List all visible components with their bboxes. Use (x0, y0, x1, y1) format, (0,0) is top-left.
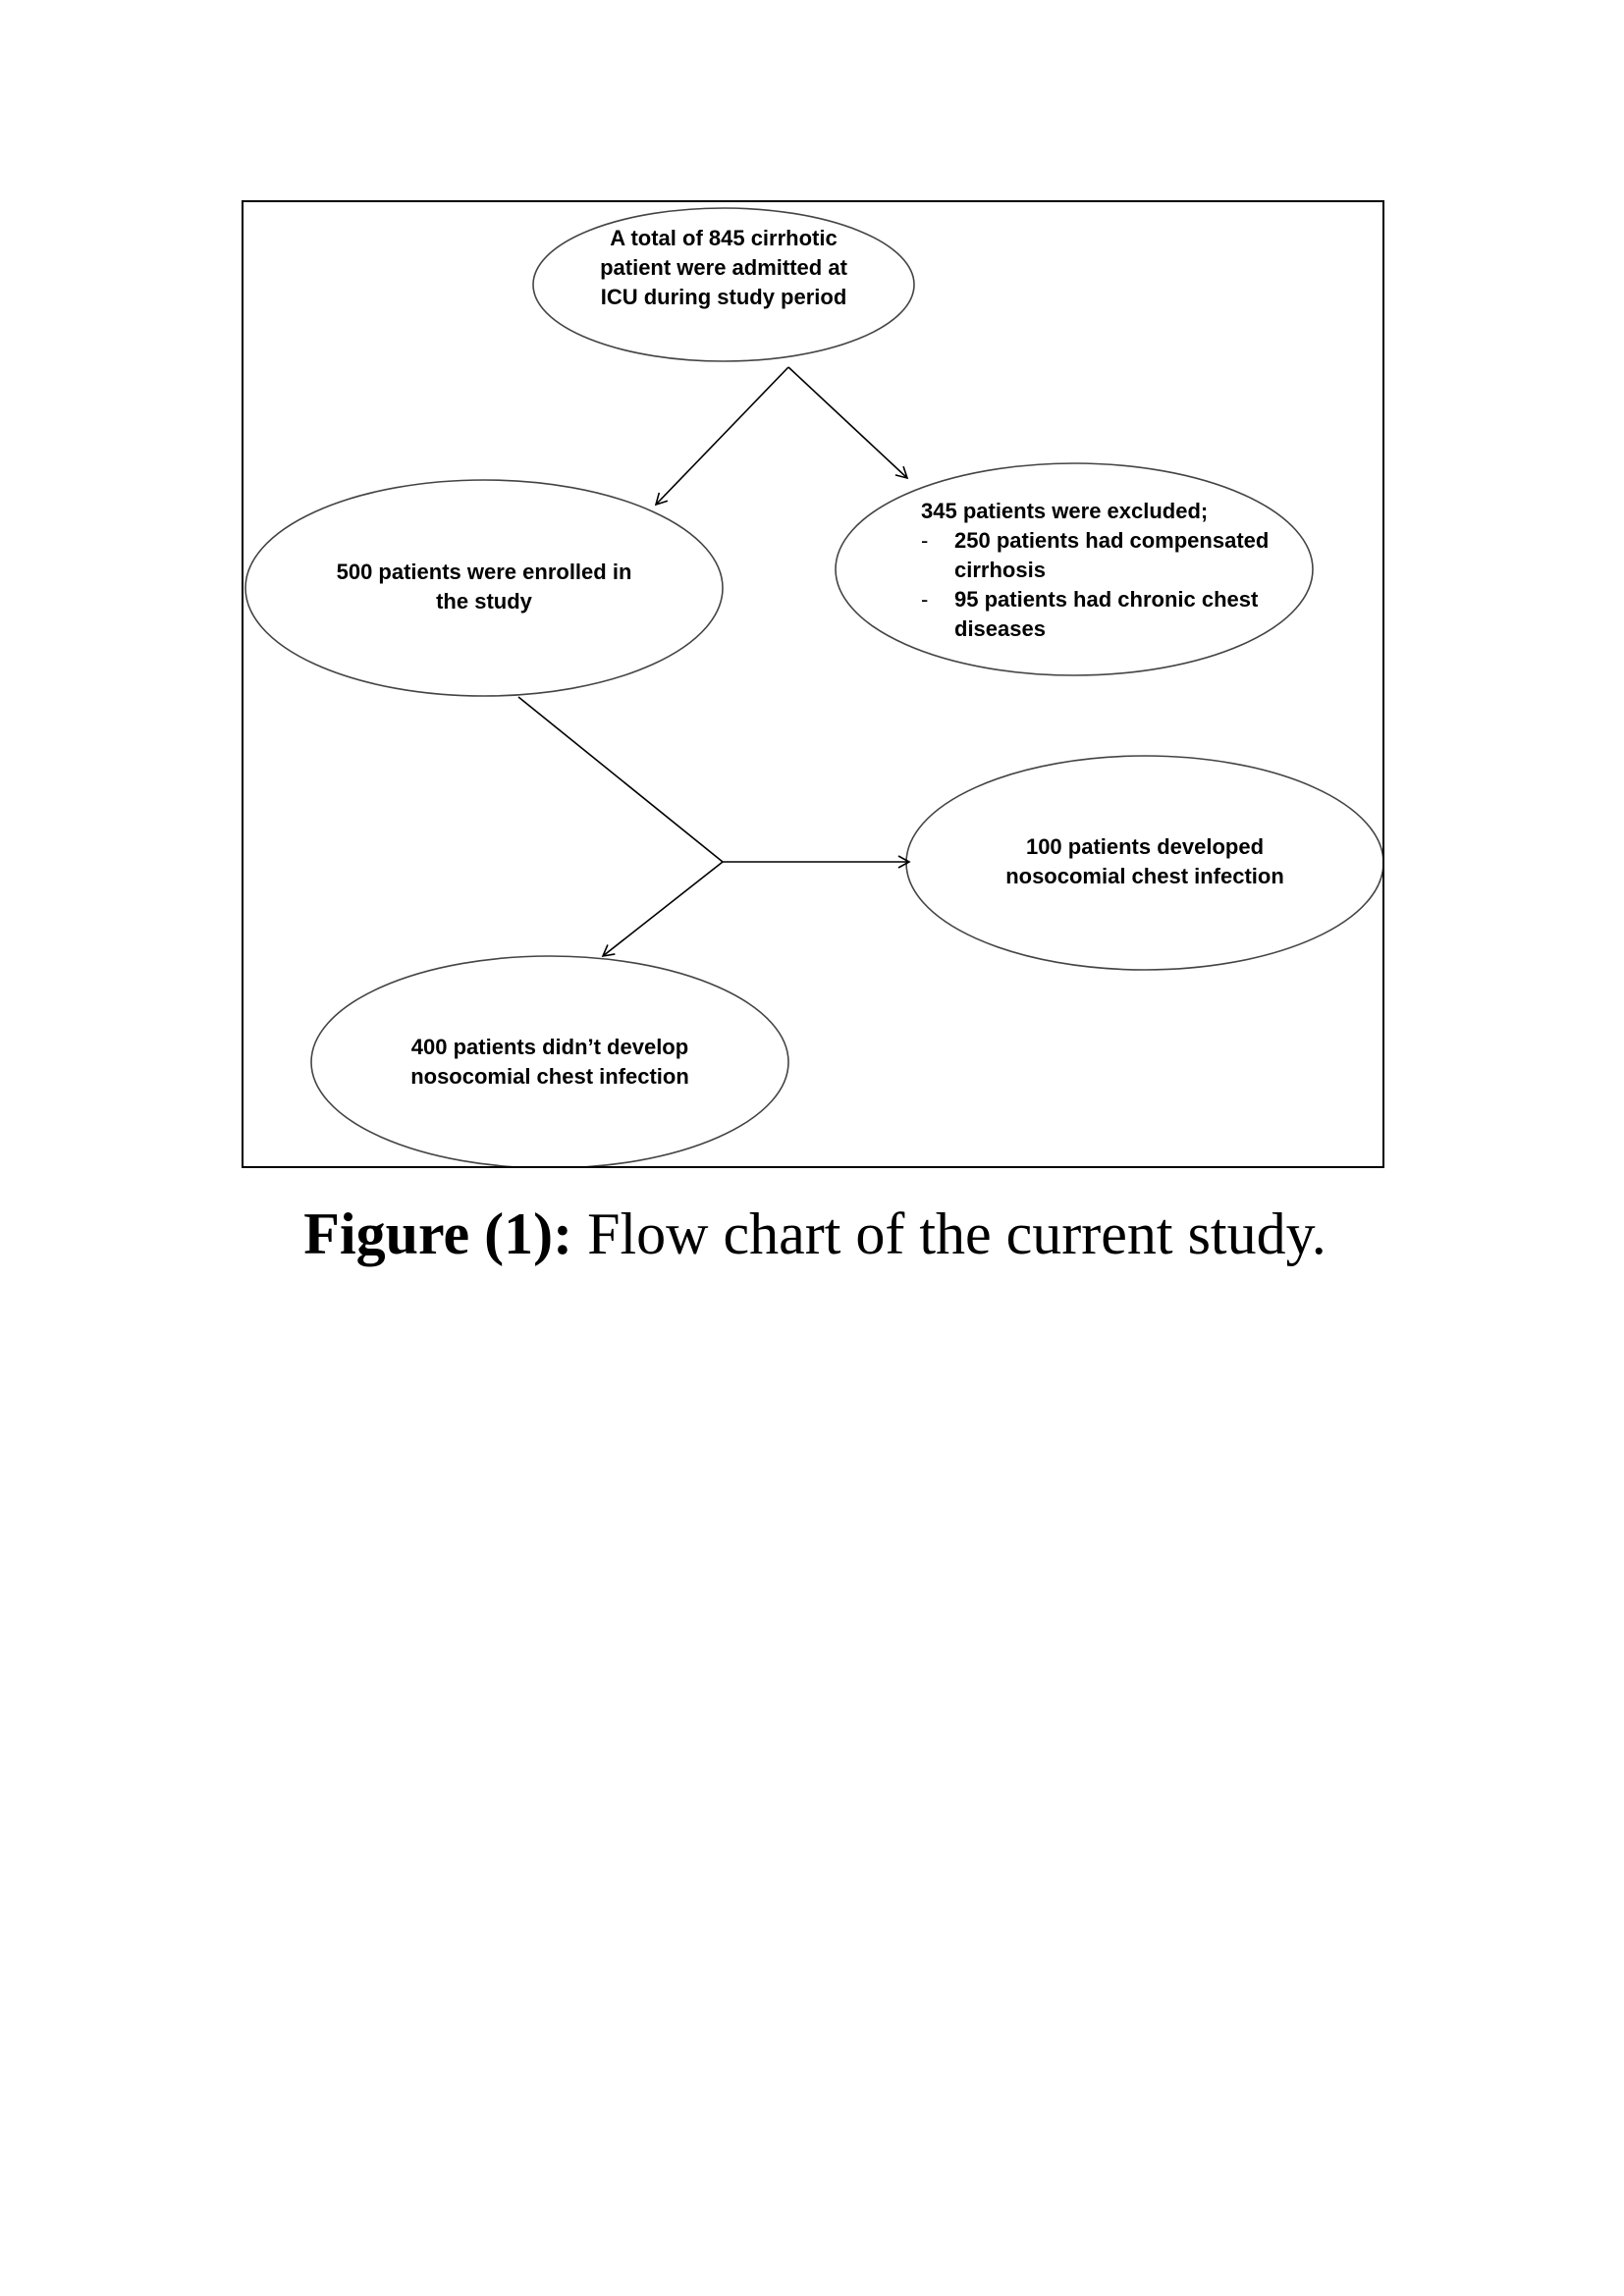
figure-caption (295, 1196, 1335, 1272)
arrow-to-excluded (788, 367, 907, 478)
excluded-reasons-list (921, 526, 1274, 644)
figure-caption-label: Figure (1): (303, 1201, 573, 1266)
arrow-to-not-developed (603, 862, 723, 956)
flow-chart-frame (242, 200, 1384, 1168)
node-total-text: A total of 845 cirrhotic patient were admitted at ICU during study period (600, 226, 847, 309)
node-developed-text: 100 patients developed nosocomial chest infection (1005, 834, 1284, 888)
node-enrolled-text: 500 patients were enrolled in the study (336, 560, 632, 614)
excluded-reason-item (921, 526, 1274, 585)
node-not-developed-text: 400 patients didn’t develop nosocomial chest infection (410, 1035, 689, 1089)
excluded-reason-text: 95 patients had chronic chest diseases (954, 587, 1259, 641)
arrow-to-enrolled (656, 367, 788, 505)
bullet-dash: - (921, 528, 929, 553)
figure-caption-text: Flow chart of the current study. (572, 1201, 1326, 1266)
excluded-reason-text: 250 patients had compensated cirrhosis (954, 528, 1270, 582)
excluded-heading: 345 patients were excluded; (921, 499, 1209, 523)
node-excluded-text (921, 497, 1274, 644)
bullet-dash: - (921, 587, 929, 612)
excluded-reason-item (921, 585, 1274, 644)
flow-chart-graphics (244, 202, 1384, 1168)
connector-enrolled-to-split (518, 697, 723, 862)
